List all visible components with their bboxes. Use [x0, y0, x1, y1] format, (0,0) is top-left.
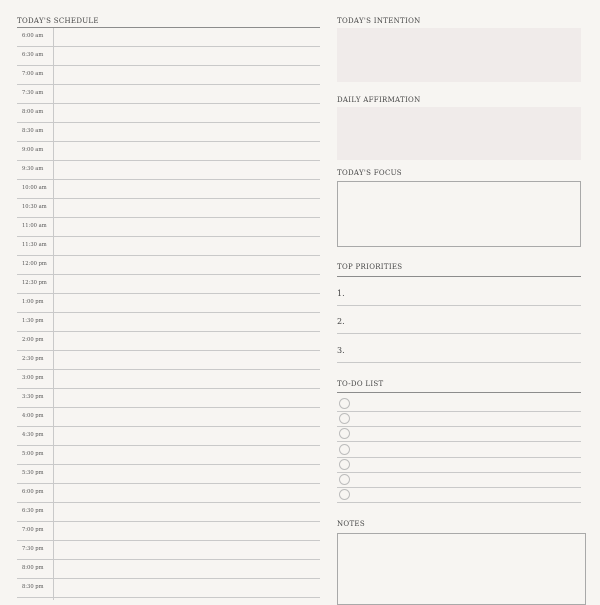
time-label: 9:30 am: [22, 166, 44, 172]
schedule-divider: [53, 28, 54, 600]
todo-item[interactable]: [337, 396, 581, 412]
schedule-row[interactable]: [17, 579, 320, 598]
time-label: 9:00 am: [22, 147, 44, 153]
schedule-row[interactable]: [17, 351, 320, 370]
schedule-row[interactable]: [17, 142, 320, 161]
time-label: 10:30 am: [22, 204, 47, 210]
focus-field[interactable]: [337, 181, 581, 247]
schedule-row[interactable]: [17, 522, 320, 541]
schedule-row[interactable]: [17, 256, 320, 275]
time-label: 4:30 pm: [22, 432, 44, 438]
focus-title: TODAY'S FOCUS: [337, 169, 402, 177]
todo-item[interactable]: [337, 487, 581, 503]
schedule-row[interactable]: [17, 313, 320, 332]
time-label: 8:30 pm: [22, 584, 44, 590]
schedule-row[interactable]: [17, 85, 320, 104]
checkbox-circle-icon[interactable]: [339, 444, 350, 455]
priority-number: 2.: [337, 317, 345, 326]
time-label: 8:00 pm: [22, 565, 44, 571]
priorities-title: TOP PRIORITIES: [337, 263, 403, 271]
schedule-title: TODAY'S SCHEDULE: [17, 17, 99, 25]
schedule-grid: [17, 28, 320, 598]
time-label: 6:00 pm: [22, 489, 44, 495]
affirmation-field[interactable]: [337, 107, 581, 160]
priority-row[interactable]: [337, 305, 581, 334]
intention-field[interactable]: [337, 28, 581, 82]
time-label: 7:30 pm: [22, 546, 44, 552]
schedule-row[interactable]: [17, 446, 320, 465]
schedule-row[interactable]: [17, 465, 320, 484]
schedule-row[interactable]: [17, 370, 320, 389]
checkbox-circle-icon[interactable]: [339, 459, 350, 470]
schedule-row[interactable]: [17, 408, 320, 427]
intention-title: TODAY'S INTENTION: [337, 17, 421, 25]
time-label: 2:00 pm: [22, 337, 44, 343]
priority-row[interactable]: [337, 334, 581, 363]
schedule-row[interactable]: [17, 560, 320, 579]
schedule-row[interactable]: [17, 66, 320, 85]
affirmation-title: DAILY AFFIRMATION: [337, 96, 421, 104]
time-label: 7:00 pm: [22, 527, 44, 533]
time-label: 11:00 am: [22, 223, 47, 229]
schedule-row[interactable]: [17, 541, 320, 560]
schedule-row[interactable]: [17, 47, 320, 66]
schedule-row[interactable]: [17, 161, 320, 180]
schedule-row[interactable]: [17, 123, 320, 142]
schedule-row[interactable]: [17, 28, 320, 47]
time-label: 1:00 pm: [22, 299, 44, 305]
todo-title: TO-DO LIST: [337, 380, 384, 388]
notes-title: NOTES: [337, 520, 365, 528]
schedule-row[interactable]: [17, 294, 320, 313]
todo-item[interactable]: [337, 472, 581, 488]
todo-item[interactable]: [337, 457, 581, 473]
todo-item[interactable]: [337, 411, 581, 427]
checkbox-circle-icon[interactable]: [339, 428, 350, 439]
schedule-row[interactable]: [17, 503, 320, 522]
time-label: 6:30 am: [22, 52, 44, 58]
priority-number: 1.: [337, 289, 345, 298]
time-label: 2:30 pm: [22, 356, 44, 362]
todo-item[interactable]: [337, 442, 581, 458]
time-label: 6:30 pm: [22, 508, 44, 514]
time-label: 5:00 pm: [22, 451, 44, 457]
time-label: 3:30 pm: [22, 394, 44, 400]
time-label: 8:00 am: [22, 109, 44, 115]
time-label: 7:30 am: [22, 90, 44, 96]
checkbox-circle-icon[interactable]: [339, 398, 350, 409]
schedule-row[interactable]: [17, 427, 320, 446]
schedule-row[interactable]: [17, 389, 320, 408]
time-label: 8:30 am: [22, 128, 44, 134]
priority-number: 3.: [337, 346, 345, 355]
time-label: 12:30 pm: [22, 280, 47, 286]
schedule-row[interactable]: [17, 484, 320, 503]
schedule-row[interactable]: [17, 332, 320, 351]
time-label: 11:30 am: [22, 242, 47, 248]
time-label: 10:00 am: [22, 185, 47, 191]
time-label: 1:30 pm: [22, 318, 44, 324]
checkbox-circle-icon[interactable]: [339, 474, 350, 485]
todo-rule: [337, 392, 581, 393]
schedule-row[interactable]: [17, 104, 320, 123]
schedule-row[interactable]: [17, 218, 320, 237]
time-label: 6:00 am: [22, 33, 44, 39]
time-label: 5:30 pm: [22, 470, 44, 476]
schedule-row[interactable]: [17, 180, 320, 199]
priority-row[interactable]: [337, 277, 581, 306]
notes-field[interactable]: [337, 533, 586, 605]
time-label: 7:00 am: [22, 71, 44, 77]
todo-item[interactable]: [337, 426, 581, 442]
time-label: 3:00 pm: [22, 375, 44, 381]
schedule-row[interactable]: [17, 199, 320, 218]
checkbox-circle-icon[interactable]: [339, 413, 350, 424]
time-label: 4:00 pm: [22, 413, 44, 419]
time-label: 12:00 pm: [22, 261, 47, 267]
checkbox-circle-icon[interactable]: [339, 489, 350, 500]
schedule-row[interactable]: [17, 237, 320, 256]
schedule-row[interactable]: [17, 275, 320, 294]
